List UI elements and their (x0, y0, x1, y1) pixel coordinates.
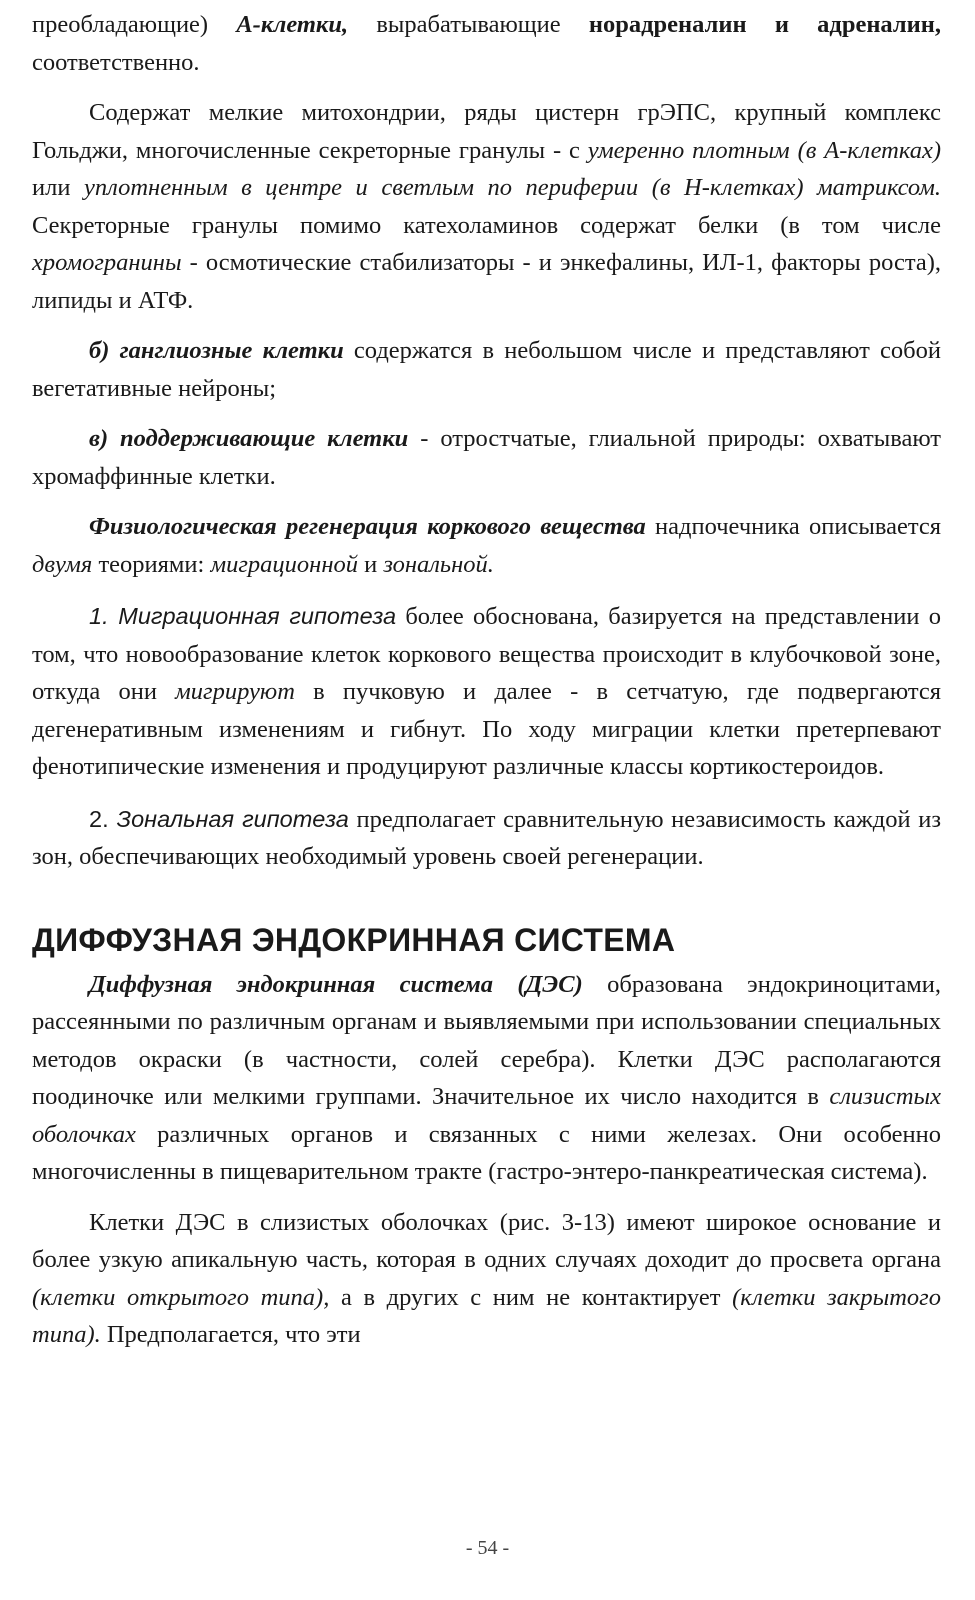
italic-text: двумя (32, 550, 93, 578)
text: более обоснована, базируется на представлении о том, что новообразование клеток коркового вещества происходит в клубочковой зоне, откуда они (32, 603, 941, 705)
italic-text: умеренно плотным (в А-клетках) (587, 136, 942, 164)
paragraph-migration-hypothesis (32, 598, 941, 786)
paragraph-zonal-hypothesis (32, 801, 941, 876)
text: вырабатывающие (348, 11, 589, 38)
term: норадреналин и адреналин, (588, 11, 942, 38)
term: б) ганглиозные клетки (89, 337, 344, 364)
text: предполагает сравнительную независимость каждой из зон, обеспечивающих необходимый уровень своей регенерации. (32, 805, 941, 870)
text: различных органов и связанных с ними железах. Они особенно многочисленны в пищеварительном тракте (гастро-энтеро-панкреатическая система). (32, 1120, 941, 1185)
text: - отростчатые, глиальной природы: охватывают хромаффинные клетки. (32, 425, 942, 490)
hypothesis-title: Зональная гипотеза (116, 805, 349, 832)
hypothesis-title: Миграционная гипотеза (118, 603, 397, 629)
paragraph-regeneration (32, 508, 941, 583)
text: соответственно. (32, 48, 200, 76)
paragraph-des-definition (32, 966, 941, 1191)
text: - осмотические стабилизаторы - и энкефалины, ИЛ-1, факторы роста), липиды и АТФ. (32, 249, 941, 314)
text: в пучковую и далее - в сетчатую, где подвергаются дегенеративным изменениям и гибнут. По ходу миграции клетки претерпевают фенотипические изменения и продуцируют различные классы кортикостероидов. (32, 678, 941, 780)
list-number: 1. (89, 603, 119, 629)
paragraph-supporting-cells (32, 420, 941, 495)
list-number: 2. (89, 805, 117, 832)
term: Диффузная эндокринная система (ДЭС) (89, 970, 583, 998)
italic-text: зональной. (383, 550, 494, 578)
page-number: - 54 - (465, 1537, 510, 1559)
text: надпочечника описывается (645, 513, 941, 540)
text: теориями: (92, 550, 211, 578)
term: Физиологическая регенерация коркового вещества (89, 513, 646, 540)
text: образована эндокриноцитами, рассеянными по различным органам и выявляемыми при использовании специальных методов окраски (в частности, солей серебра). Клетки ДЭС располагаются поодиночке или мелкими группами. Значительное их число находится в (32, 970, 941, 1110)
paragraph-des-cells (32, 1204, 941, 1354)
term: А-клетки, (236, 11, 349, 38)
italic-text: (клетки открытого типа), (32, 1283, 330, 1311)
text: или (32, 174, 84, 201)
text: Клетки ДЭС в слизистых оболочках (рис. 3-13) имеют широкое основание и более узкую апикальную часть, которая в одних случаях доходит до просвета органа (32, 1208, 941, 1273)
text: Предполагается, что эти (100, 1321, 361, 1348)
italic-text: слизистых оболочках (32, 1083, 941, 1148)
text: и (357, 550, 384, 578)
text: преобладающие) (32, 11, 237, 38)
section-heading: ДИФФУЗНАЯ ЭНДОКРИННАЯ СИСТЕМА (32, 921, 676, 958)
text: содержатся в небольшом числе и представляют собой вегетативные нейроны; (32, 337, 941, 402)
text: Содержат мелкие митохондрии, ряды цистерн грЭПС, крупный комплекс Гольджи, многочисленные секреторные гранулы - с (32, 99, 941, 164)
paragraph-ganglion-cells (32, 332, 941, 407)
paragraph-contents (32, 94, 941, 319)
text: Секреторные гранулы помимо катехоламинов содержат белки (в том числе (32, 211, 941, 239)
paragraph-intro (32, 6, 941, 81)
text: а в других с ним не контактирует (329, 1283, 733, 1311)
italic-text: уплотненным в центре и светлым по периферии (в Н-клетках) матриксом. (83, 174, 941, 201)
italic-text: миграционной (210, 550, 358, 578)
italic-text: хромогранины (32, 249, 182, 276)
italic-text: (клетки закрытого типа). (32, 1283, 941, 1348)
term: в) поддерживающие клетки (89, 425, 409, 452)
italic-text: мигрируют (175, 678, 295, 705)
